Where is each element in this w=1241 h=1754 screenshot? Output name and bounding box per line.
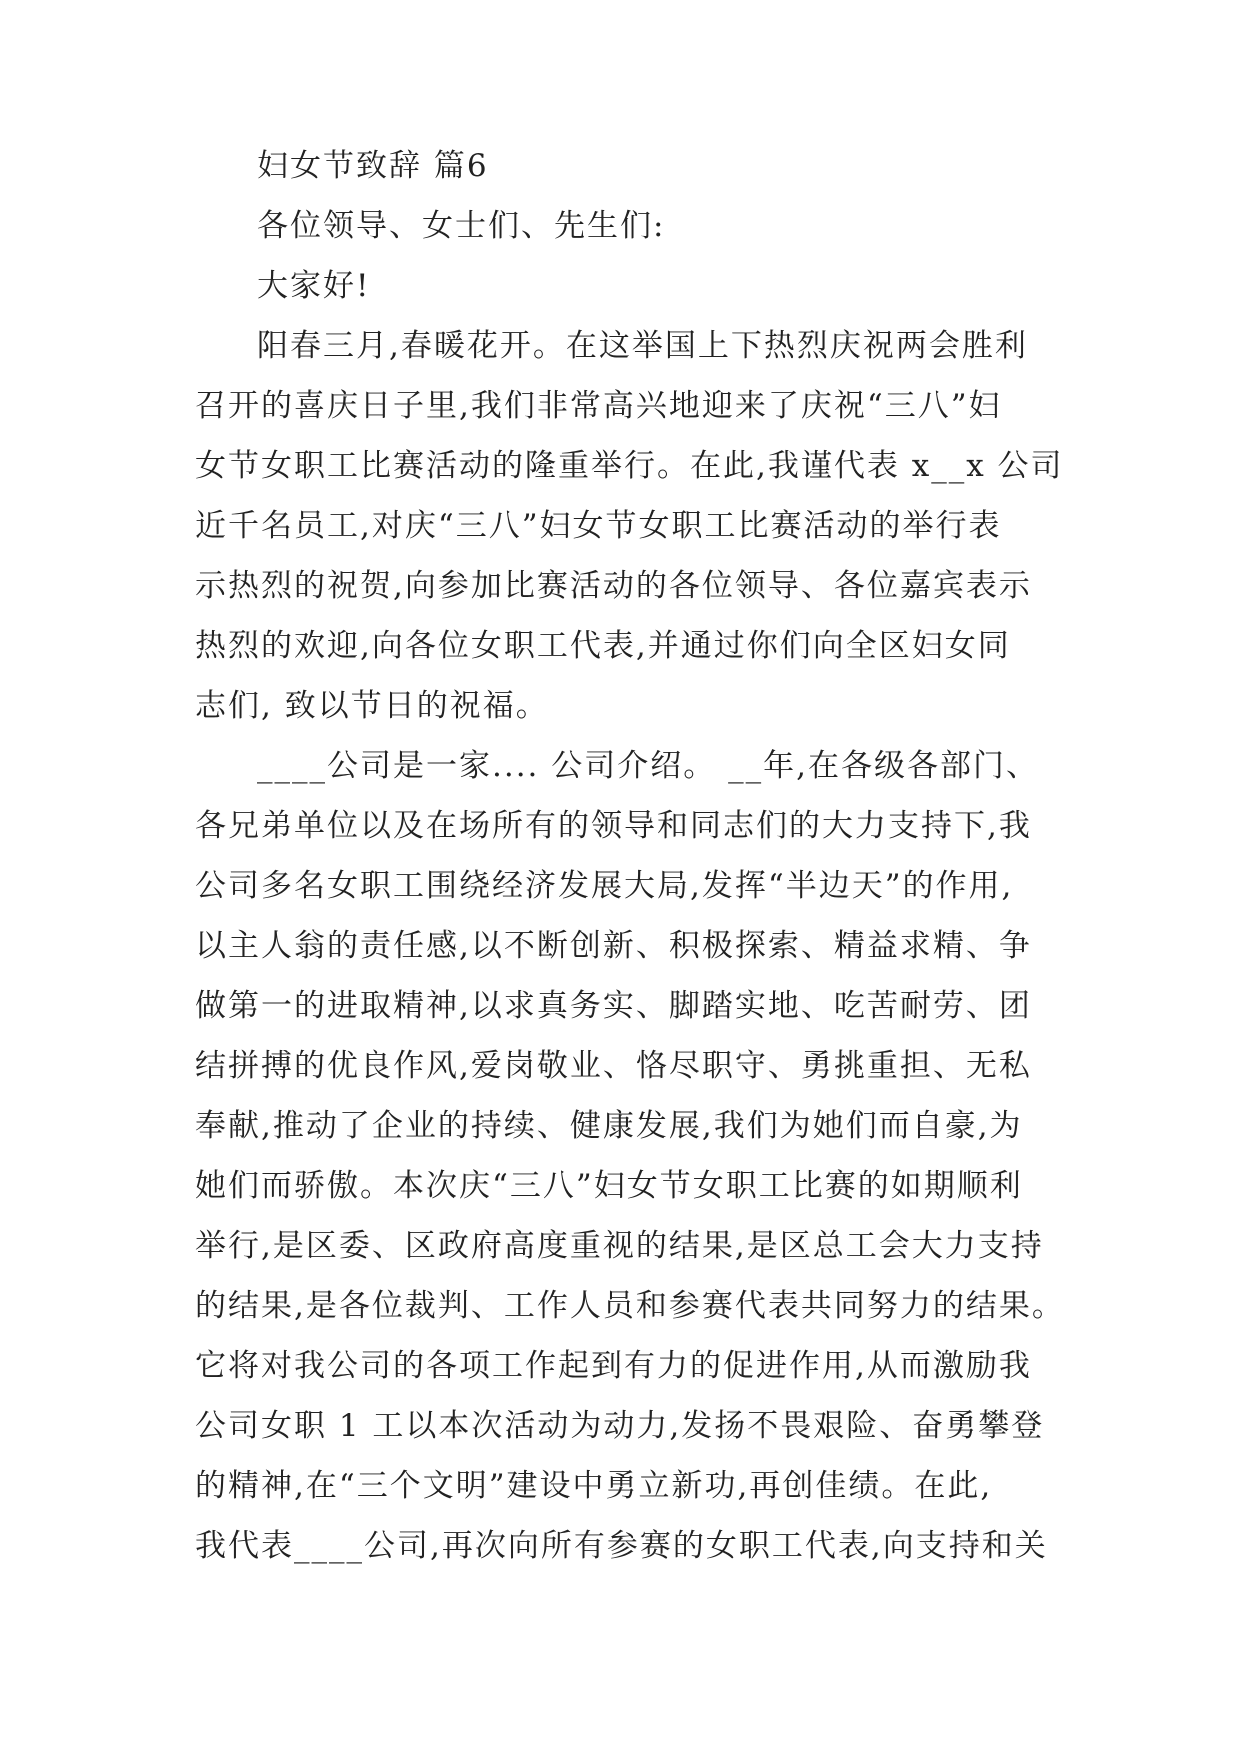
paragraph-2-line: 公司多名女职工围绕经济发展大局,发挥“半边天”的作用, [195, 868, 1014, 904]
paragraph-2-line: ____公司是一家.... 公司介绍。 __年,在各级各部门、 [257, 748, 1039, 784]
paragraph-2-line: 它将对我公司的各项工作起到有力的促进作用,从而激励我 [195, 1348, 1032, 1384]
salutation: 各位领导、女士们、先生们: [257, 208, 666, 244]
paragraph-2-line: 的精神,在“三个文明”建设中勇立新功,再创佳绩。在此, [195, 1468, 993, 1504]
paragraph-2-line: 的结果,是各位裁判、工作人员和参赛代表共同努力的结果。 [195, 1288, 1065, 1324]
paragraph-2-line: 以主人翁的责任感,以不断创新、积极探索、精益求精、争 [195, 928, 1032, 964]
paragraph-1-line: 阳春三月,春暖花开。在这举国上下热烈庆祝两会胜利 [257, 328, 1028, 364]
paragraph-2-line: 公司女职 1 工以本次活动为动力,发扬不畏艰险、奋勇攀登 [195, 1408, 1045, 1444]
paragraph-2-line: 我代表____公司,再次向所有参赛的女职工代表,向支持和关 [195, 1528, 1048, 1564]
paragraph-2-line: 各兄弟单位以及在场所有的领导和同志们的大力支持下,我 [195, 808, 1032, 844]
paragraph-2-line: 她们而骄傲。本次庆“三八”妇女节女职工比赛的如期顺利 [195, 1168, 1023, 1204]
paragraph-1-line: 志们, 致以节日的祝福。 [195, 688, 549, 724]
greeting: 大家好! [257, 268, 371, 304]
paragraph-1-line: 近千名员工,对庆“三八”妇女节女职工比赛活动的举行表 [195, 508, 1002, 544]
paragraph-1-line: 女节女职工比赛活动的隆重举行。在此,我谨代表 x__x 公司 [195, 448, 1064, 484]
paragraph-2-line: 结拼搏的优良作风,爱岗敬业、恪尽职守、勇挑重担、无私 [195, 1048, 1032, 1084]
paragraph-2-line: 举行,是区委、区政府高度重视的结果,是区总工会大力支持 [195, 1228, 1044, 1264]
document-body [195, 136, 1065, 1576]
paragraph-1-line: 召开的喜庆日子里,我们非常高兴地迎来了庆祝“三八”妇 [195, 388, 1002, 424]
document-title: 妇女节致辞 篇6 [257, 148, 489, 184]
paragraph-1-line: 示热烈的祝贺,向参加比赛活动的各位领导、各位嘉宾表示 [195, 568, 1032, 604]
paragraph-1-line: 热烈的欢迎,向各位女职工代表,并通过你们向全区妇女同 [195, 628, 1011, 664]
paragraph-2-line: 做第一的进取精神,以求真务实、脚踏实地、吃苦耐劳、团 [195, 988, 1032, 1024]
paragraph-2-line: 奉献,推动了企业的持续、健康发展,我们为她们而自豪,为 [195, 1108, 1023, 1144]
